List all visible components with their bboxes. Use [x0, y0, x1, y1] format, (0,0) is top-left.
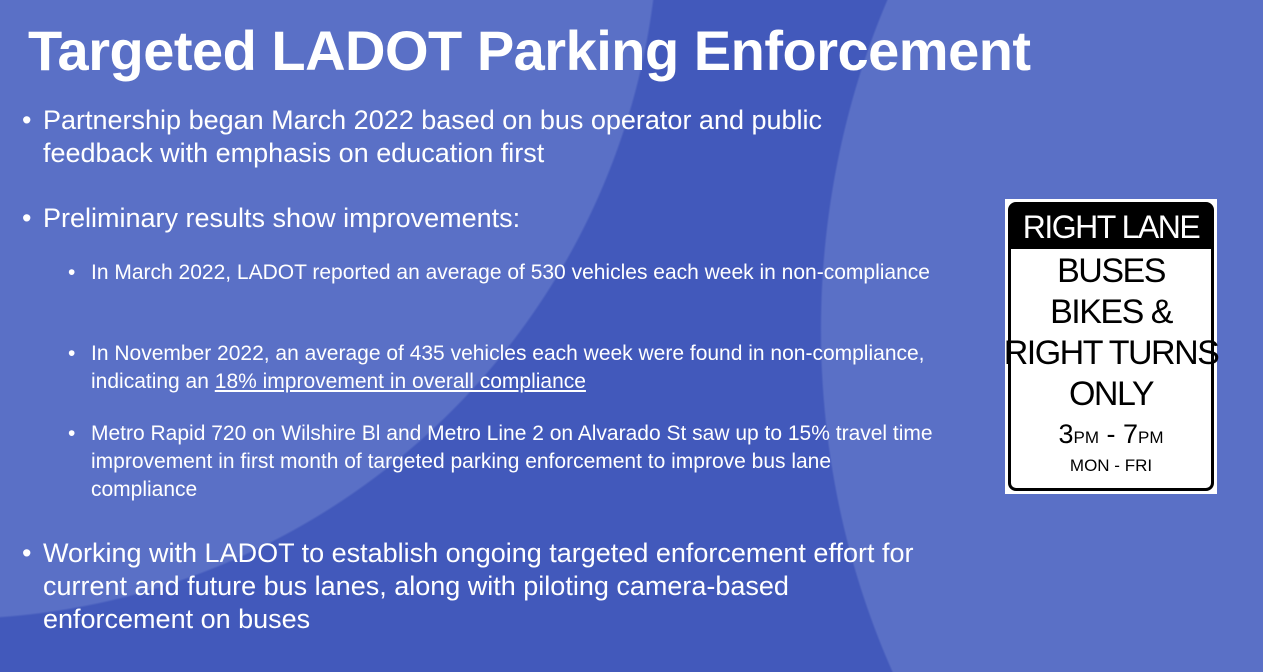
bullet — [22, 202, 922, 235]
bullet-dot: • — [68, 422, 76, 445]
bullet-text: Metro Rapid 720 on Wilshire Bl and Metro Line 2 on Alvarado St saw up to 15% travel time improvement in first month of targeted parking enforcement to improve bus lane compliance — [91, 422, 933, 501]
sign-line: ONLY — [1068, 375, 1154, 413]
bullet-text: Working with LADOT to establish ongoing targeted enforcement effort for current and future bus lanes, along with piloting camera-based enforcement on buses — [43, 538, 914, 634]
time-start: 3 — [1058, 419, 1074, 449]
bullet-dot: • — [22, 203, 32, 233]
bullet-text: Preliminary results show improvements: — [43, 203, 521, 233]
time-end: 7 — [1123, 419, 1139, 449]
sign-time — [1058, 417, 1163, 455]
bullet — [22, 104, 922, 170]
bullet-dot: • — [68, 261, 76, 284]
bullet-text: Partnership began March 2022 based on bus operator and public feedback with emphasis on education first — [43, 105, 823, 168]
bullet-dot: • — [22, 538, 32, 568]
sub-bullet — [68, 420, 938, 504]
sign-header: RIGHT LANE — [1011, 205, 1211, 249]
bullet-text — [68, 340, 948, 396]
bullet-dot: • — [22, 105, 32, 135]
time-suffix: PM — [1138, 428, 1164, 447]
sign-line: RIGHT TURNS — [1003, 334, 1219, 372]
bullet-text: In March 2022, LADOT reported an average of 530 vehicles each week in non-compliance — [91, 261, 930, 284]
sign-days: MON - FRI — [1069, 456, 1153, 475]
bullet-text-part: In November 2022, an average of 435 vehicles each week were found in non-compliance, indicating an — [91, 342, 925, 393]
sub-bullet — [68, 259, 948, 287]
bullet — [22, 537, 922, 636]
sign-line: BUSES — [1057, 252, 1165, 290]
slide-title: Targeted LADOT Parking Enforcement — [28, 19, 1031, 82]
underlined-highlight: 18% improvement in overall compliance — [214, 370, 586, 393]
time-separator: - — [1099, 419, 1123, 449]
sign-line: BIKES & — [1050, 293, 1172, 331]
sub-bullet — [68, 340, 948, 396]
time-suffix: PM — [1073, 428, 1099, 447]
right-lane-sign-image — [1005, 199, 1217, 494]
bullet-dot: • — [68, 342, 76, 365]
